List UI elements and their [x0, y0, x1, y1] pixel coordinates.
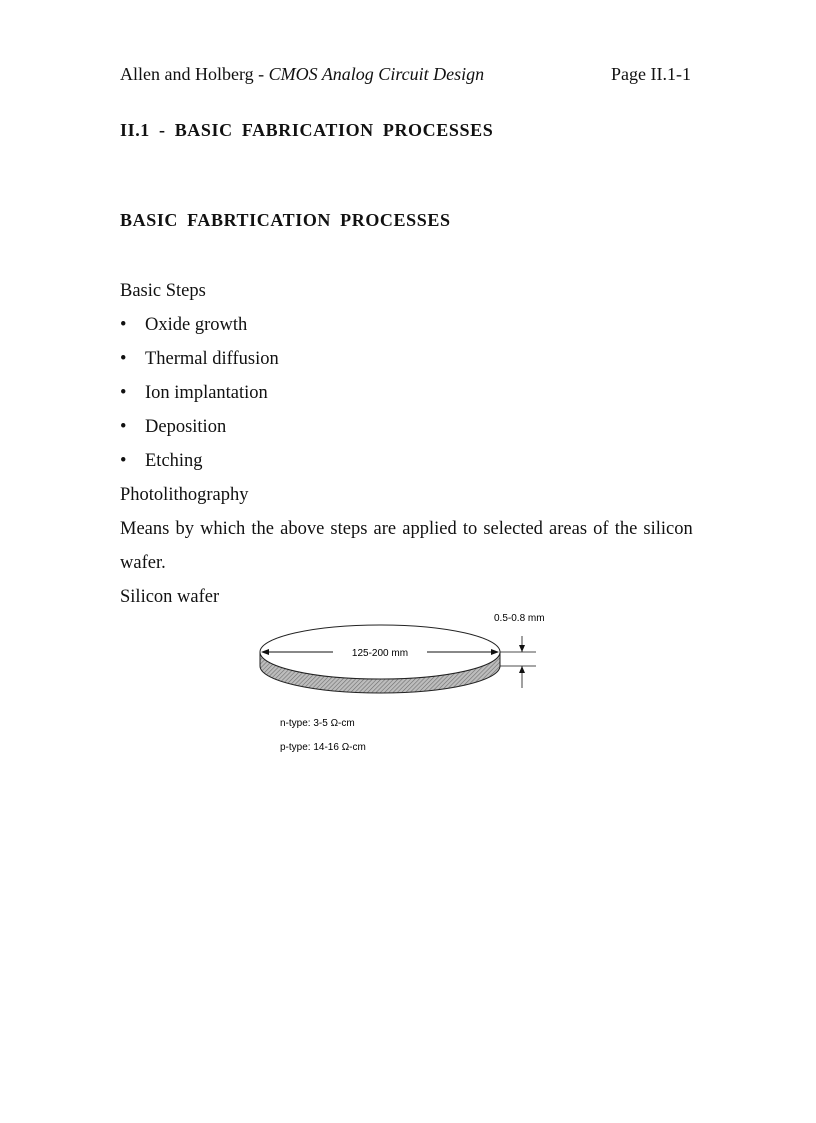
photolithography-description-line2: wafer.	[120, 553, 166, 573]
basic-steps-label: Basic Steps	[120, 281, 206, 301]
photolithography-label: Photolithography	[120, 485, 249, 505]
n-type-resistivity: n-type: 3-5 Ω-cm	[280, 718, 355, 729]
list-item	[120, 383, 268, 404]
photolithography-description-line1: Means by which the above steps are applied to selected areas of the silicon	[120, 519, 693, 539]
p-type-resistivity: p-type: 14-16 Ω-cm	[280, 742, 366, 753]
list-item-text: Ion implantation	[145, 383, 268, 403]
bullet-icon: •	[120, 315, 127, 335]
thickness-label: 0.5-0.8 mm	[494, 613, 545, 624]
subsection-title: BASIC FABRTICATION PROCESSES	[120, 210, 451, 230]
running-header	[120, 64, 484, 85]
bullet-icon: •	[120, 451, 127, 471]
bullet-icon: •	[120, 349, 127, 369]
arrow-up-icon	[519, 666, 525, 673]
list-item-text: Deposition	[145, 417, 227, 437]
list-item-text: Oxide growth	[145, 315, 248, 335]
list-item	[120, 315, 247, 336]
list-item-text: Etching	[145, 451, 203, 471]
list-item	[120, 417, 226, 438]
silicon-wafer-label: Silicon wafer	[120, 587, 220, 607]
diameter-label: 125-200 mm	[351, 648, 409, 659]
wafer-diagram	[250, 606, 560, 766]
list-item	[120, 451, 203, 472]
list-item	[120, 349, 279, 370]
header-authors: Allen and Holberg -	[120, 64, 269, 84]
page-number: Page II.1-1	[611, 64, 691, 84]
header-book-title: CMOS Analog Circuit Design	[268, 64, 485, 84]
section-title: II.1 - BASIC FABRICATION PROCESSES	[120, 120, 494, 140]
list-item-text: Thermal diffusion	[145, 349, 279, 369]
bullet-icon: •	[120, 383, 127, 403]
bullet-icon: •	[120, 417, 127, 437]
arrow-down-icon	[519, 645, 525, 652]
